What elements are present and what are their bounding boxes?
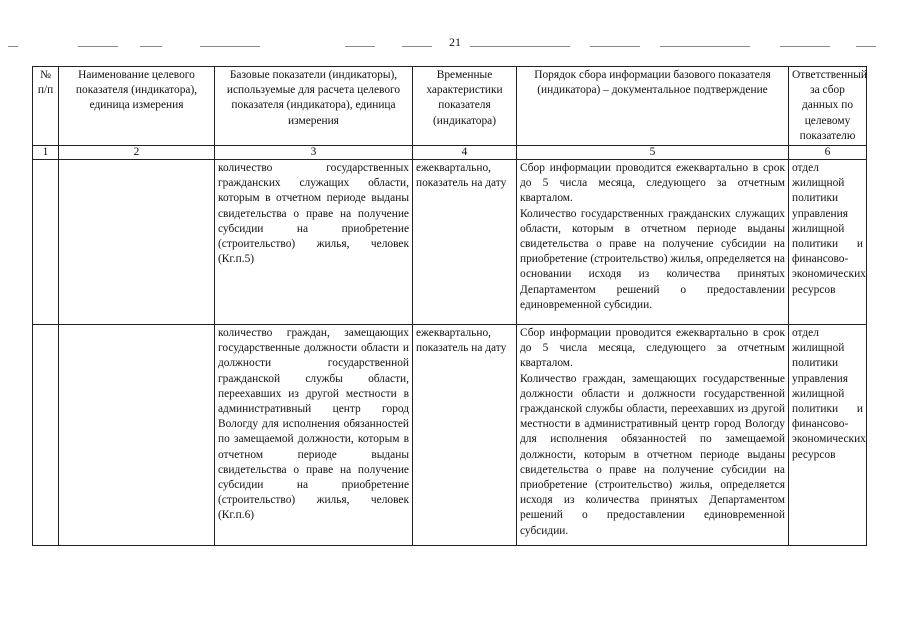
collection-procedure-cell <box>517 160 789 325</box>
column-number: 2 <box>59 146 215 160</box>
column-number: 5 <box>517 146 789 160</box>
header-cell: № п/п <box>33 67 59 146</box>
base-indicator-cell: количество государственных гражданских служащих области, которым в отчетном периоде выданы свидетельства о праве на получение субсидии на приобретение (строительство) жилья, человек (Кг.п.5) <box>215 160 413 325</box>
column-number-row <box>33 146 867 160</box>
time-characteristics-cell: ежеквартально, показатель на дату <box>413 325 517 546</box>
table-row <box>33 160 867 325</box>
header-cell: Ответственный за сбор данных по целевому показателю <box>789 67 867 146</box>
scan-artifact-line <box>780 46 830 47</box>
scan-artifact-line <box>402 46 432 47</box>
procedure-paragraph: Количество государственных гражданских служащих области, которым в отчетном периоде выданы свидетельства о праве на получение субсидии на приобретение (строительство) жилья, определяется на основании исходя из количества принятых Департаментом решений о предоставлении единовременной субсидии. <box>520 207 785 311</box>
base-indicator-cell: количество граждан, замещающих государственные должности области и должности государственной гражданской службы области, переехавших из другой местности в административный центр город Вологду для исполнения обязанностей по замещаемой должности, которым в отчетном периоде выданы свидетельства о праве на получение субсидии на приобретение (строительство) жилья, человек (Кг.п.6) <box>215 325 413 546</box>
header-cell: Наименование целевого показателя (индикатора), единица измерения <box>59 67 215 146</box>
column-number: 6 <box>789 146 867 160</box>
page-number: 21 <box>449 35 461 49</box>
column-number: 3 <box>215 146 413 160</box>
scan-artifact-line <box>590 46 640 47</box>
scan-artifact-line <box>200 46 260 47</box>
scan-artifact-line <box>78 46 118 47</box>
scan-artifact-line <box>8 46 18 47</box>
procedure-paragraph: Сбор информации проводится ежеквартально в срок до 5 числа месяца, следующего за отчетным кварталом. <box>520 327 785 370</box>
column-number: 4 <box>413 146 517 160</box>
header-cell: Базовые показатели (индикаторы), используемые для расчета целевого показателя (индикатора), единица измерения <box>215 67 413 146</box>
scan-artifact-line <box>140 46 162 47</box>
time-characteristics-cell: ежеквартально, показатель на дату <box>413 160 517 325</box>
row-number-cell <box>33 160 59 325</box>
procedure-paragraph: Количество граждан, замещающих государственные должности области и должности государственной гражданской службы области, переехавших из другой местности в административный центр город Вологду для исполнения обязанностей по замещаемой должности, которым в отчетном периоде выданы свидетельства о праве на получение субсидии на приобретение (строительство) жилья, определяется исходя из количества принятых Департаментом решений о предоставлении единовременной субсидии. <box>520 372 785 537</box>
row-number-cell <box>33 325 59 546</box>
header-cell: Временные характеристики показателя (индикатора) <box>413 67 517 146</box>
scan-artifact-line <box>660 46 750 47</box>
procedure-paragraph: Сбор информации проводится ежеквартально в срок до 5 числа месяца, следующего за отчетным кварталом. <box>520 162 785 205</box>
scan-artifact-line <box>856 46 876 47</box>
indicator-table <box>32 66 867 546</box>
responsible-cell: отдел жилищной политики управления жилищной политики и финансово-экономических ресурсов <box>789 325 867 546</box>
responsible-cell: отдел жилищной политики управления жилищной политики и финансово-экономических ресурсов <box>789 160 867 325</box>
scan-artifact-line <box>345 46 375 47</box>
table-row <box>33 325 867 546</box>
column-number: 1 <box>33 146 59 160</box>
scan-artifact-line <box>470 46 570 47</box>
indicator-name-cell <box>59 325 215 546</box>
collection-procedure-cell <box>517 325 789 546</box>
header-cell: Порядок сбора информации базового показателя (индикатора) – документальное подтверждение <box>517 67 789 146</box>
table-header-row <box>33 67 867 146</box>
indicator-name-cell <box>59 160 215 325</box>
